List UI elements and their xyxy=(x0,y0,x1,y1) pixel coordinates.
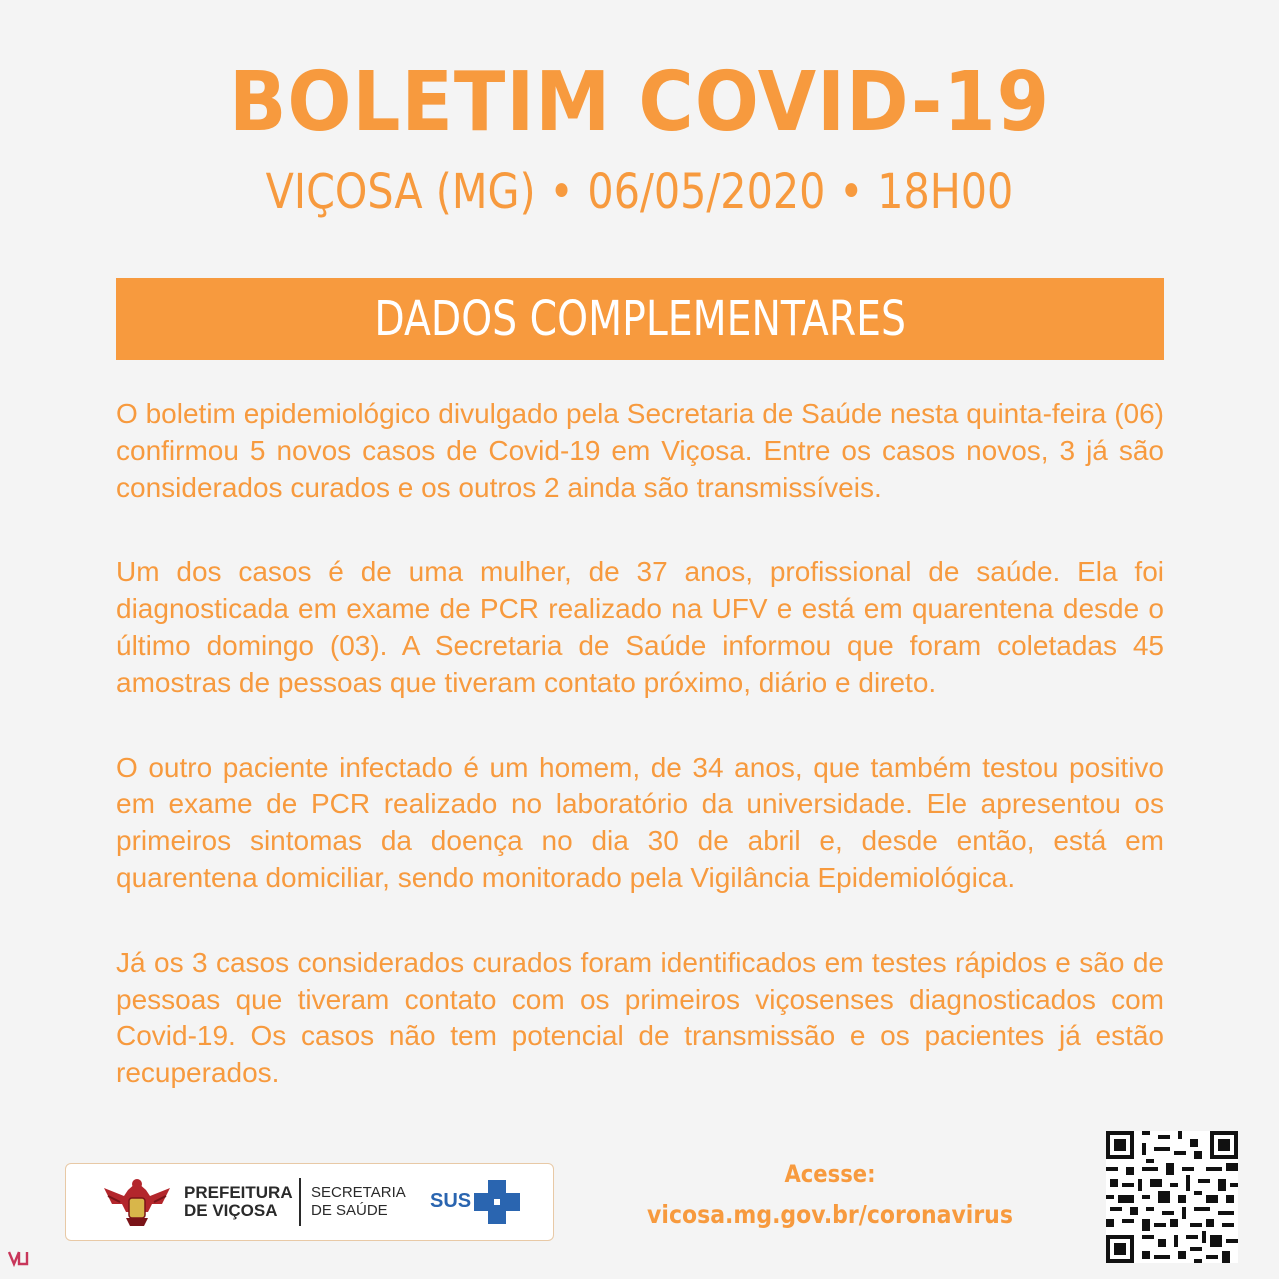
body-text xyxy=(116,396,1164,1140)
paragraph: O boletim epidemiológico divulgado pela Secretaria de Saúde nesta quinta-feira (06) confirmou 5 novos casos de Covid-19 em Viçosa. Entre os casos novos, 3 já são considerados curados e os outros 2 ainda são transmissíveis. xyxy=(116,398,1164,503)
city-label: VIÇOSA (MG) xyxy=(265,164,536,220)
section-banner xyxy=(116,278,1164,360)
subtitle-line xyxy=(90,162,1190,222)
date-label: 06/05/2020 xyxy=(587,164,826,220)
prefeitura-label: PREFEITURA DE VIÇOSA xyxy=(184,1183,293,1220)
access-label: Acesse: xyxy=(784,1160,876,1188)
logo-divider xyxy=(299,1178,301,1226)
watermark-icon xyxy=(6,1244,32,1270)
eagle-coat-of-arms-icon xyxy=(102,1174,172,1230)
paragraph: Um dos casos é de uma mulher, de 37 anos, profissional de saúde. Ela foi diagnosticada em exame de PCR realizado na UFV e está em quarentena desde o último domingo (03). A Secretaria de Saúde informou que foram coletadas 45 amostras de pessoas que tiveram contato próximo, diário e direto. xyxy=(116,556,1164,698)
section-heading: DADOS COMPLEMENTARES xyxy=(374,291,906,347)
secretaria-label: SECRETARIA DE SAÚDE xyxy=(311,1184,406,1219)
qr-code-icon[interactable] xyxy=(1106,1131,1238,1263)
paragraph: Já os 3 casos considerados curados foram identificados em testes rápidos e são de pessoas que tiveram contato com os primeiros viçosenses diagnosticados com Covid-19. Os casos não tem potencial de transmissão e os pacientes já estão recuperados. xyxy=(116,946,1164,1089)
separator-dot: • xyxy=(839,164,864,220)
paragraph: O outro paciente infectado é um homem, de 34 anos, que também testou positivo em exame de PCR realizado no laboratório da universidade. Ele apresentou os primeiros sintomas da doença no dia 30 de abril e, desde então, está em quarentena domiciliar, sendo monitorado pela Vigilância Epidemiológica. xyxy=(116,751,1164,893)
separator-dot: • xyxy=(549,164,574,220)
website-link[interactable]: vicosa.mg.gov.br/coronavirus xyxy=(647,1200,1013,1229)
institution-logos xyxy=(65,1163,554,1241)
sus-label: SUS xyxy=(430,1190,472,1212)
sus-cross-icon xyxy=(472,1178,522,1226)
time-label: 18H00 xyxy=(877,164,1014,220)
page-title: BOLETIM COVID-19 xyxy=(228,55,1051,150)
